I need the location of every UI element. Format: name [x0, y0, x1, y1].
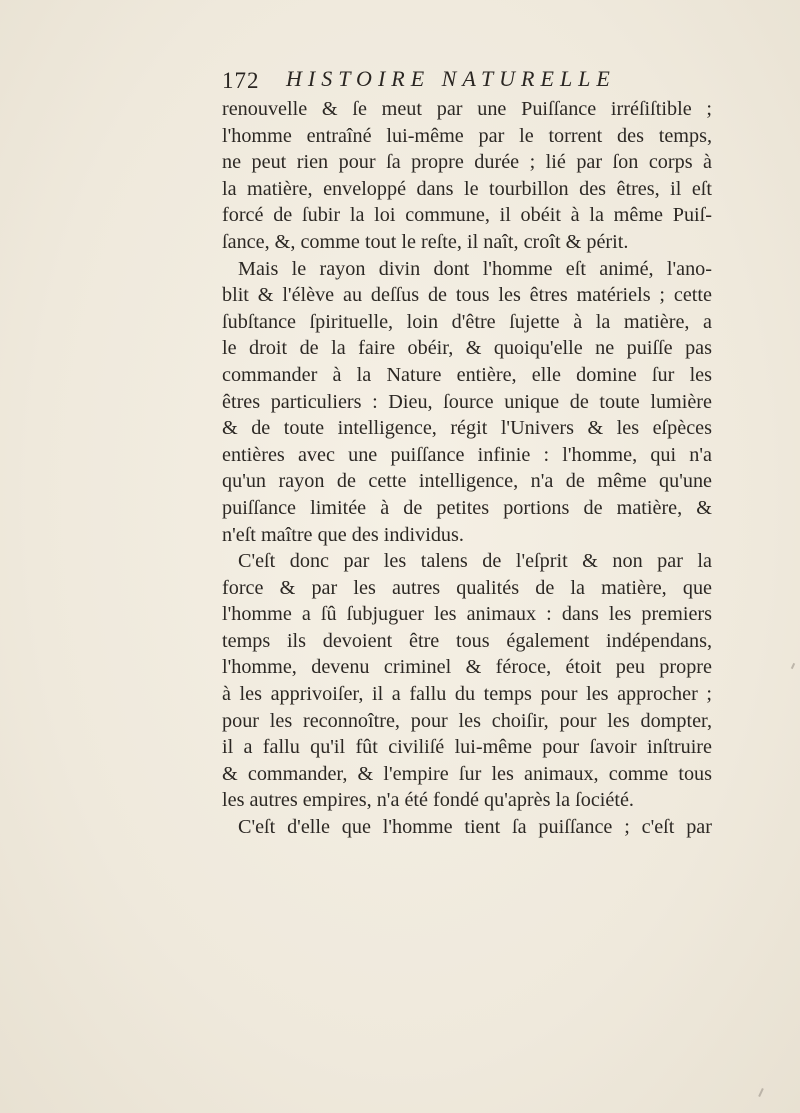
- text-line: êtres particuliers : Dieu, ſource unique de toute lumière: [222, 390, 712, 413]
- ink-speck: [758, 1088, 764, 1097]
- text-line: pour les reconnoître, pour les choiſir, pour les dompter,: [222, 709, 712, 732]
- text-line: les autres empires, n'a été fondé qu'après la ſociété.: [222, 789, 634, 812]
- text-line: le droit de la faire obéir, & quoiqu'elle ne puiſſe pas: [222, 337, 712, 360]
- text-line: l'homme entraîné lui-même par le torrent des temps,: [222, 124, 712, 147]
- paragraph-start-line: C'eſt donc par les talens de l'eſprit & non par la: [238, 550, 712, 573]
- text-line: forcé de ſubir la loi commune, il obéit à la même Puiſ-: [222, 204, 712, 227]
- paragraph-start-line: C'eſt d'elle que l'homme tient ſa puiſſance ; c'eſt par: [238, 816, 712, 839]
- running-title: HISTOIRE NATURELLE: [286, 66, 616, 91]
- ink-speck: [791, 663, 795, 669]
- text-line: qu'un rayon de cette intelligence, n'a de même qu'une: [222, 470, 712, 493]
- text-line: ſance, &, comme tout le reſte, il naît, croît & périt.: [222, 230, 629, 253]
- text-line: puiſſance limitée à de petites portions de matière, &: [222, 496, 712, 519]
- text-line: & commander, & l'empire ſur les animaux, comme tous: [222, 762, 712, 785]
- text-line: l'homme, devenu criminel & féroce, étoit peu propre: [222, 656, 712, 679]
- body-text: [222, 96, 712, 841]
- text-line: blit & l'élève au deſſus de tous les êtres matériels ; cette: [222, 284, 712, 307]
- text-line: renouvelle & ſe meut par une Puiſſance irréſiſtible ;: [222, 98, 712, 120]
- text-line: force & par les autres qualités de la matière, que: [222, 576, 712, 599]
- text-line: commander à la Nature entière, elle domine ſur les: [222, 363, 712, 386]
- text-line: n'eſt maître que des individus.: [222, 523, 464, 546]
- text-line: l'homme a ſû ſubjuguer les animaux : dans les premiers: [222, 603, 712, 626]
- text-line: entières avec une puiſſance infinie : l'homme, qui n'a: [222, 443, 712, 466]
- text-line: ne peut rien pour ſa propre durée ; lié par ſon corps à: [222, 151, 712, 174]
- running-head: [222, 66, 742, 98]
- paragraph-start-line: Mais le rayon divin dont l'homme eſt animé, l'ano-: [238, 257, 712, 280]
- text-line: & de toute intelligence, régit l'Univers & les eſpèces: [222, 417, 712, 440]
- text-line: à les apprivoiſer, il a fallu du temps pour les approcher ;: [222, 683, 712, 706]
- text-line: ſubſtance ſpirituelle, loin d'être ſujette à la matière, a: [222, 310, 712, 333]
- page-number: 172: [222, 68, 260, 93]
- text-line: temps ils devoient être tous également indépendans,: [222, 629, 712, 652]
- text-line: la matière, enveloppé dans le tourbillon des êtres, il eſt: [222, 177, 712, 200]
- text-line: il a fallu qu'il fût civiliſé lui-même pour ſavoir inſtruire: [222, 736, 712, 759]
